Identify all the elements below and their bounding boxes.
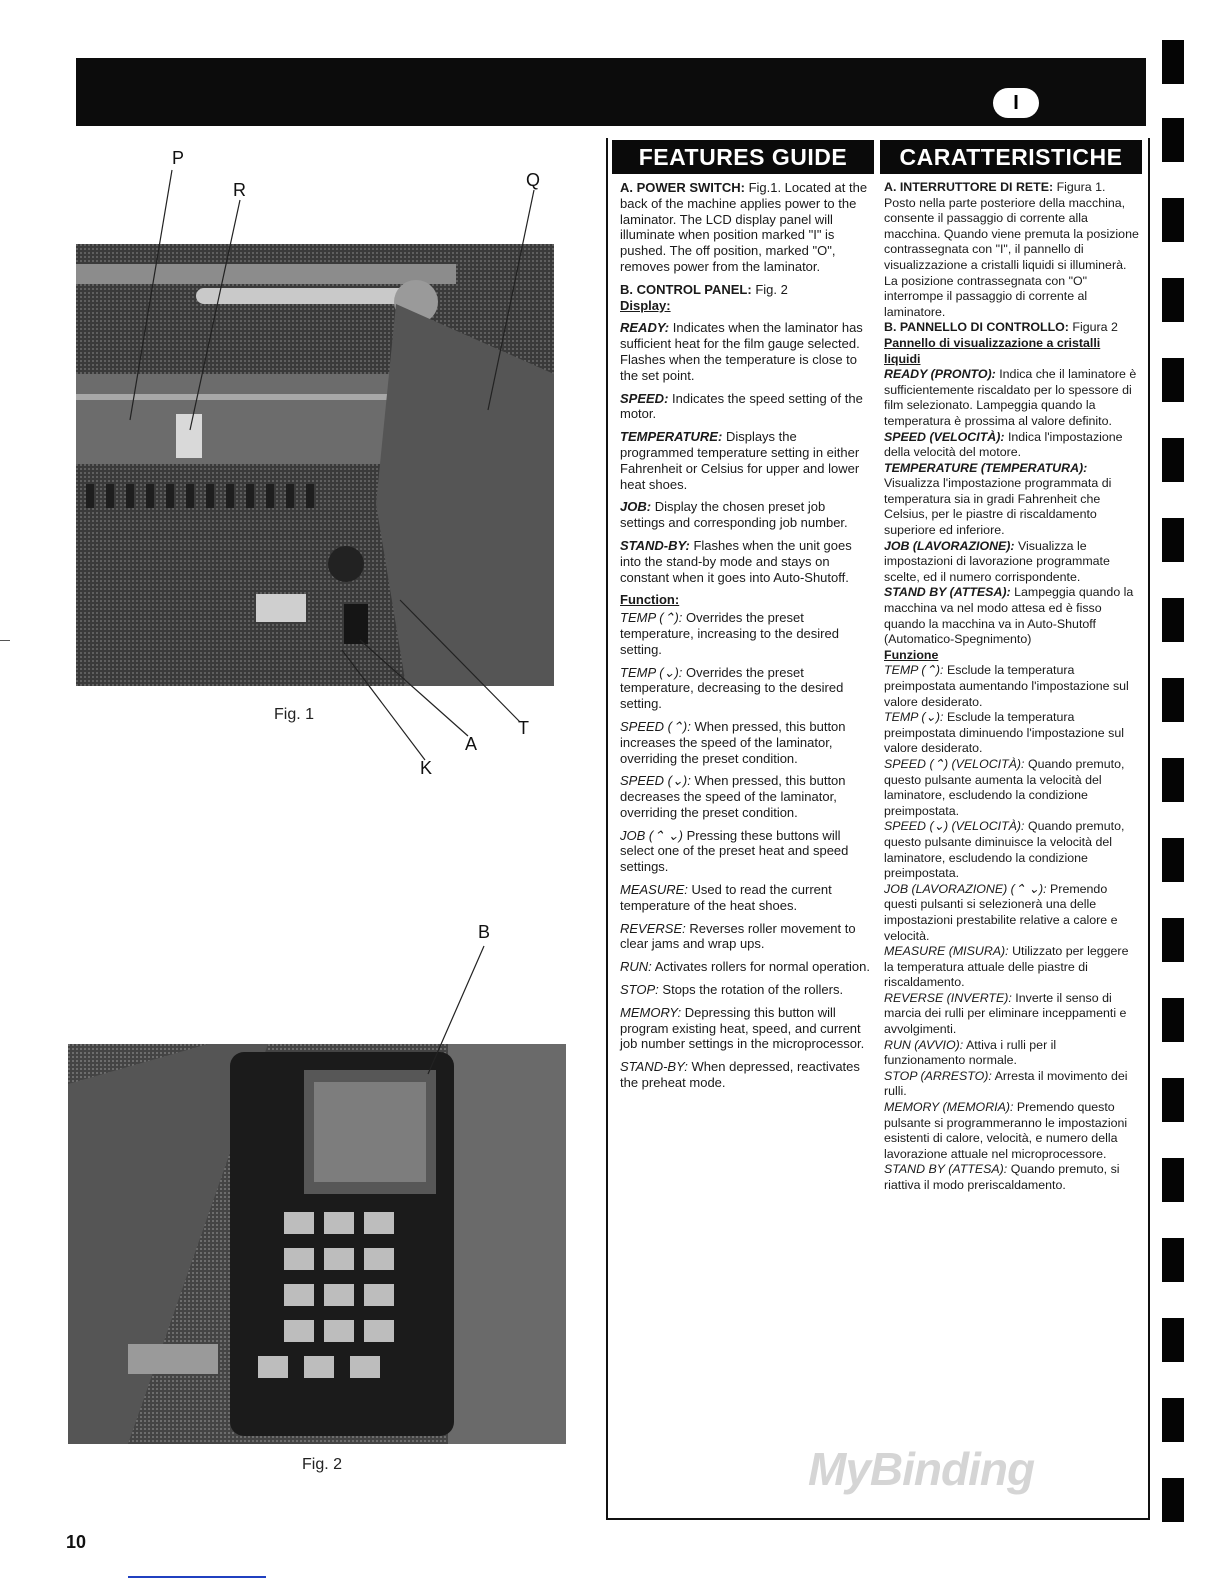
control-panel-fig: Fig. 2 <box>755 281 788 297</box>
it-ready-label: READY (PRONTO): <box>884 367 996 382</box>
page-number: 10 <box>66 1532 87 1552</box>
it-speed-down-body: Quando premuto, questo pulsante diminuisce la velocità del laminatore, escludendo la condizione preimpostata. <box>884 819 1125 881</box>
it-power-switch-title: A. INTERRUTTORE DI RETE: <box>884 180 1054 194</box>
reverse-label: REVERSE: <box>620 920 686 936</box>
it-reverse-body: Inverte il senso di marcia dei rulli per eliminare inceppamenti e avvolgimenti. <box>884 990 1127 1037</box>
it-temp-down-label: TEMP (⌄): <box>884 710 944 725</box>
it-measure-body: Utilizzato per leggere la temperatura attuale delle piastre di riscaldamento. <box>884 944 1129 990</box>
temp-up-body: Overrides the preset temperature, increasing to the desired setting. <box>620 610 839 657</box>
watermark-logo: MyBinding <box>808 1443 1035 1495</box>
standby-key-body: When depressed, reactivates the preheat mode. <box>620 1059 860 1091</box>
job-keys-label: JOB (⌃ ⌄) <box>620 827 683 843</box>
it-stop-body: Arresta il movimento dei rulli. <box>884 1068 1128 1099</box>
it-power-switch-body: Figura 1. Posto nella parte posteriore della macchina, consente il passaggio di corrente alla macchina. Quando viene premuta la posizione contrassegnata con "I", il pannello di visualizzazione a cristalli liquidi si illuminerà. La posizione contrassegnata con "O" interrompe il passaggio di corrente al laminatore. <box>884 180 1139 319</box>
stop-label: STOP: <box>620 982 659 998</box>
speed-label: SPEED: <box>620 390 669 406</box>
speed-up-body: When pressed, this button increases the speed of the laminator, overriding the preset condition. <box>620 718 846 766</box>
temperature-label: TEMPERATURE: <box>620 429 723 445</box>
it-display-heading: Pannello di visualizzazione a cristalli liquidi <box>884 335 1101 366</box>
figure-2-callout-line <box>0 900 600 1100</box>
callout-k: K <box>420 758 433 778</box>
it-standby-key-label: STAND BY (ATTESA): <box>884 1162 1008 1177</box>
temp-up-label: TEMP (⌃): <box>620 610 683 626</box>
job-label: JOB: <box>620 499 652 515</box>
it-run-label: RUN (AVVIO): <box>884 1037 964 1052</box>
standby-body: Flashes when the unit goes into the stand-by mode and stays on constant when it goes into Auto-Shutoff. <box>620 537 852 585</box>
it-temperature-label: TEMPERATURE (TEMPERATURA): <box>884 460 1088 475</box>
it-stop-label: STOP (ARRESTO): <box>884 1068 992 1083</box>
it-speed-body: Indica l'impostazione della velocità del motore. <box>884 429 1123 460</box>
control-panel-title: B. CONTROL PANEL: <box>620 281 752 297</box>
memory-label: MEMORY: <box>620 1004 682 1020</box>
callout-r: R <box>233 180 246 200</box>
bottom-link-underline[interactable] <box>128 1576 266 1578</box>
display-heading: Display: <box>620 297 671 313</box>
speed-body: Indicates the speed setting of the motor. <box>620 390 863 422</box>
speed-down-label: SPEED (⌄): <box>620 773 691 789</box>
job-keys-body: Pressing these buttons will select one of the preset heat and speed settings. <box>620 827 849 875</box>
function-heading: Function: <box>620 592 680 608</box>
figure-2-photo <box>68 1044 566 1444</box>
callout-q: Q <box>526 170 541 190</box>
features-guide-heading: FEATURES GUIDE <box>612 140 874 174</box>
speed-up-label: SPEED (⌃): <box>620 718 691 734</box>
it-job-body: Visualizza le impostazioni di lavorazione programmate scelte, ed il numero corrispondente. <box>884 538 1110 584</box>
it-standby-label: STAND BY (ATTESA): <box>884 585 1011 600</box>
it-job-keys-body: Premendo questi pulsanti si selezionerà una delle impostazioni prestabilite relative a calore e velocità. <box>884 881 1118 943</box>
it-speed-up-body: Quando premuto, questo pulsante aumenta la velocità del laminatore, escludendo la condizione preimpostata. <box>884 756 1125 818</box>
it-temp-up-label: TEMP (⌃): <box>884 663 944 678</box>
it-memory-label: MEMORY (MEMORIA): <box>884 1100 1014 1115</box>
it-speed-down-label: SPEED (⌄) (VELOCITÀ): <box>884 819 1025 834</box>
it-control-panel-fig: Figura 2 <box>1072 320 1118 335</box>
temperature-body: Displays the programmed temperature setting in either Fahrenheit or Celsius for upper and lower heat shoes. <box>620 429 860 492</box>
it-speed-up-label: SPEED (⌃) (VELOCITÀ): <box>884 756 1025 771</box>
power-switch-title: A. POWER SWITCH: <box>620 180 745 195</box>
it-temp-up-body: Esclude la temperatura preimpostata aumentando l'impostazione sul valore desiderato. <box>884 663 1129 709</box>
it-job-label: JOB (LAVORAZIONE): <box>884 538 1015 553</box>
it-reverse-label: REVERSE (INVERTE): <box>884 990 1012 1005</box>
standby-label: STAND-BY: <box>620 537 690 553</box>
temp-down-label: TEMP (⌄): <box>620 664 683 680</box>
memory-body: Depressing this button will program existing heat, speed, and current job number settings in the microprocessor. <box>620 1004 865 1052</box>
job-body: Display the chosen preset job settings and corresponding job number. <box>620 499 848 531</box>
it-standby-key-body: Quando premuto, si riattiva il modo preriscaldamento. <box>884 1162 1120 1192</box>
ready-label: READY: <box>620 320 670 336</box>
it-control-panel-title: B. PANNELLO DI CONTROLLO: <box>884 320 1069 335</box>
it-temp-down-body: Esclude la temperatura preimpostata diminuendo l'impostazione sul valore desiderato. <box>884 710 1124 756</box>
it-memory-body: Premendo questo pulsante si programmeranno le impostazioni esistenti di calore, velocità, e numero della lavorazione attuale nel microprocessore. <box>884 1100 1128 1161</box>
reverse-body: Reverses roller movement to clear jams and wrap ups. <box>620 920 856 952</box>
figure-1-caption: Fig. 1 <box>274 706 315 723</box>
it-function-heading: Funzione <box>884 647 939 662</box>
callout-a: A <box>465 734 478 754</box>
measure-body: Used to read the current temperature of the heat shoes. <box>620 882 832 913</box>
power-switch-body: Fig.1. Located at the back of the machine applies power to the laminator. The LCD display panel will illuminate when position marked "I" is pushed. The off position, marked "O", removes power from the laminator. <box>620 180 868 274</box>
it-measure-label: MEASURE (MISURA): <box>884 944 1009 959</box>
measure-label: MEASURE: <box>620 882 688 898</box>
callout-b: B <box>478 922 491 942</box>
it-job-keys-label: JOB (LAVORAZIONE) (⌃ ⌄): <box>884 881 1047 896</box>
features-english-column <box>620 180 870 1098</box>
caratteristiche-heading: CARATTERISTICHE <box>880 140 1142 174</box>
callout-p: P <box>172 148 185 168</box>
temp-down-body: Overrides the preset temperature, decreasing to the desired setting. <box>620 664 844 712</box>
it-temperature-body: Visualizza l'impostazione programmata di temperatura sia in gradi Fahrenheit che Celsius, per le piastre di riscaldamento superiore ed inferiore. <box>884 476 1112 538</box>
it-speed-label: SPEED (VELOCITÀ): <box>884 429 1005 444</box>
run-label: RUN: <box>620 959 652 975</box>
speed-down-body: When pressed, this button decreases the speed of the laminator, overriding the preset condition. <box>620 773 846 820</box>
features-italian-column <box>884 180 1140 1194</box>
callout-t: T <box>518 718 529 738</box>
language-badge: I <box>993 88 1039 118</box>
stop-body: Stops the rotation of the rollers. <box>662 982 844 998</box>
figure-2-caption: Fig. 2 <box>302 1456 343 1473</box>
it-ready-body: Indica che il laminatore è sufficientemente riscaldato per lo spessore di film selezionato. Lampeggia quando la temperatura è prossima al valore definito. <box>884 367 1137 428</box>
ready-body: Indicates when the laminator has sufficient heat for the film gauge selected. Flashes when the temperature is close to the set point. <box>620 320 863 383</box>
figure-1-callout-lines <box>0 0 600 800</box>
standby-key-label: STAND-BY: <box>620 1059 688 1075</box>
it-standby-body: Lampeggia quando la macchina va nel modo attesa ed è fisso quando la macchina va in Auto-Shutoff (Automatico-Spegnimento) <box>884 585 1134 647</box>
it-run-body: Attiva i rulli per il funzionamento normale. <box>884 1037 1057 1068</box>
run-body: Activates rollers for normal operation. <box>654 959 870 975</box>
